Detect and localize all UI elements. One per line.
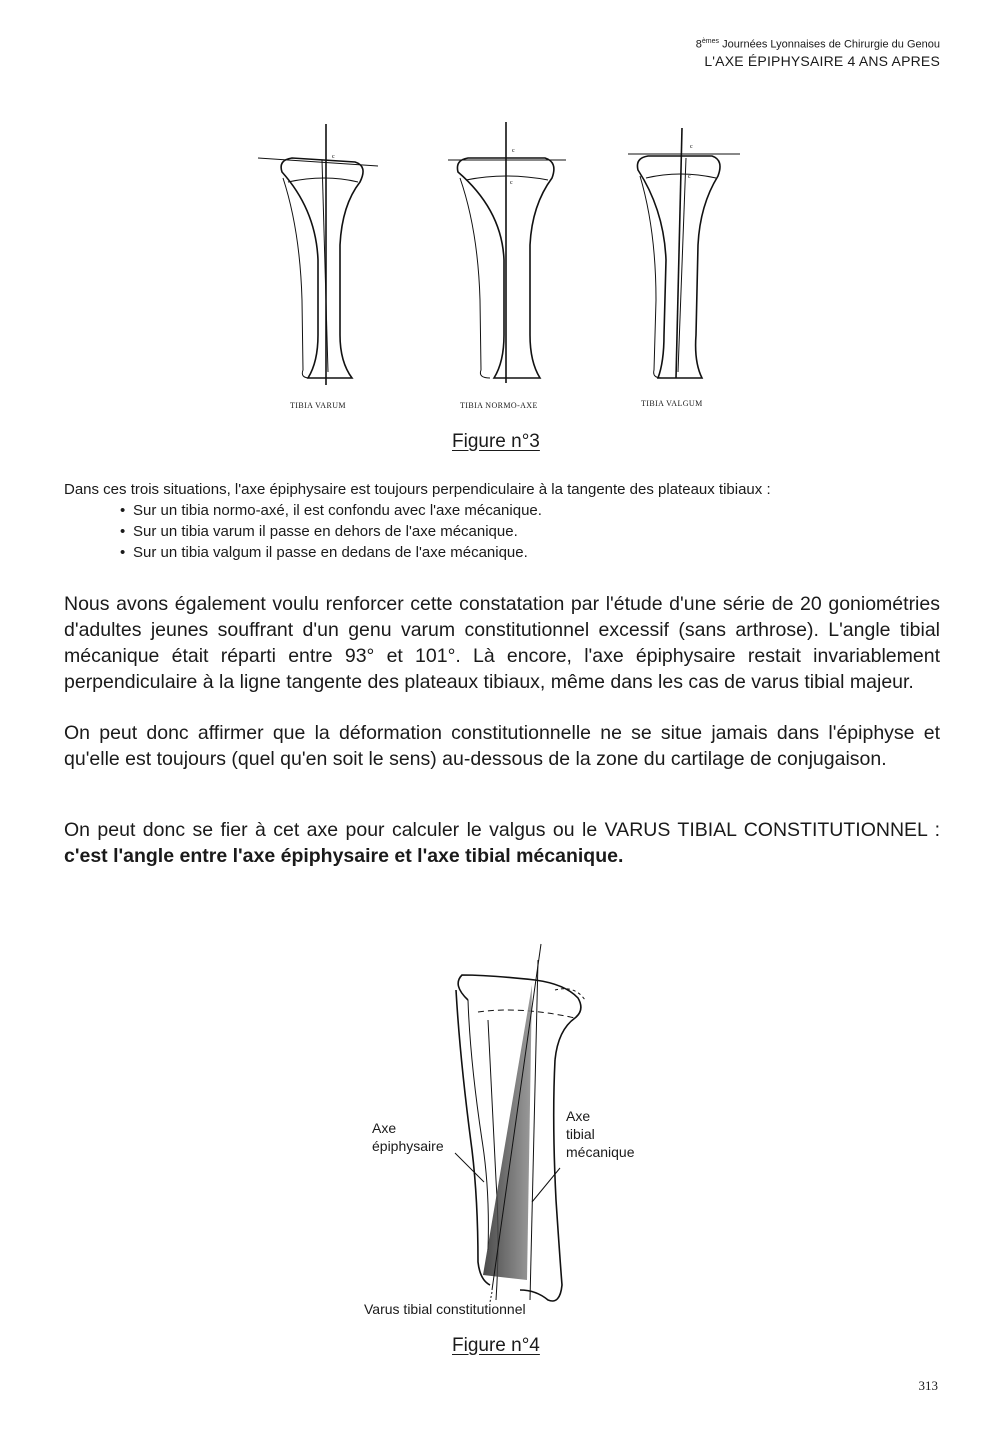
conclusion-normal-text: On peut donc se fier à cet axe pour calculer le valgus ou le VARUS TIBIAL CONSTITUTIONNEL :	[64, 819, 940, 841]
page-number: 313	[918, 1378, 938, 1393]
svg-text:c: c	[510, 180, 513, 186]
header-edition-number: 8	[695, 38, 702, 51]
conclusion-bold-text: c'est l'angle entre l'axe épiphysaire et l'axe tibial mécanique.	[64, 845, 624, 867]
label-axe-tibial-mecanique	[566, 1107, 635, 1161]
bullet-normo-axe: • Sur un tibia normo-axé, il est confondu avec l'axe mécanique.	[120, 500, 542, 521]
svg-text:c: c	[512, 148, 515, 154]
header-edition-sup: èmes	[701, 38, 720, 45]
bullet-valgum: • Sur un tibia valgum il passe en dedans de l'axe mécanique.	[120, 542, 542, 563]
label-varus-tibial: Varus tibial constitutionnel	[364, 1301, 526, 1317]
figure4-caption: Figure n°4	[452, 1335, 540, 1356]
paragraph-deformation: On peut donc affirmer que la déformation constitutionnelle ne se situe jamais dans l'épiphyse et qu'elle est toujours (quel qu'en soit le sens) au-dessous de la zone du cartilage de conjugaison.	[64, 722, 940, 770]
label-axe-tibial-line1: Axe	[566, 1108, 591, 1124]
header-title: L'AXE ÉPIPHYSAIRE 4 ANS APRES	[704, 52, 940, 69]
header-conference-name: Journées Lyonnaises de Chirurgie du Genou	[719, 38, 940, 51]
figure3-label-varum: TIBIA VARUM	[290, 401, 346, 410]
bullet-varum: • Sur un tibia varum il passe en dehors de l'axe mécanique.	[120, 521, 542, 542]
label-axe-tibial-line2: tibial	[566, 1126, 595, 1142]
label-axe-epiphysaire-line1: Axe	[372, 1120, 397, 1136]
paragraph-goniometries: Nous avons également voulu renforcer cette constatation par l'étude d'une série de 20 goniométries d'adultes jeunes souffrant d'un genu varum constitutionnel excessif (sans arthrose). L'angle tibial mécanique était réparti entre 93° et 101°. Là encore, l'axe épiphysaire restait invariablement perpendiculaire à la ligne tangente des plateaux tibiaux, même dans les cas de varus tibial majeur.	[64, 593, 940, 693]
figure3-caption: Figure n°3	[452, 431, 540, 452]
label-axe-epiphysaire	[372, 1119, 444, 1155]
intro-text: Dans ces trois situations, l'axe épiphysaire est toujours perpendiculaire à la tangente des plateaux tibiaux :	[64, 481, 771, 498]
figure3-label-normo-axe: TIBIA NORMO-AXE	[460, 401, 538, 410]
svg-text:c: c	[690, 144, 693, 150]
svg-text:c: c	[688, 174, 691, 180]
label-axe-epiphysaire-line2: épiphysaire	[372, 1138, 444, 1154]
figure3-label-valgum: TIBIA VALGUM	[641, 399, 703, 408]
label-axe-tibial-line3: mécanique	[566, 1144, 635, 1160]
varus-angle-shading	[483, 985, 532, 1280]
svg-text:c: c	[332, 154, 335, 160]
